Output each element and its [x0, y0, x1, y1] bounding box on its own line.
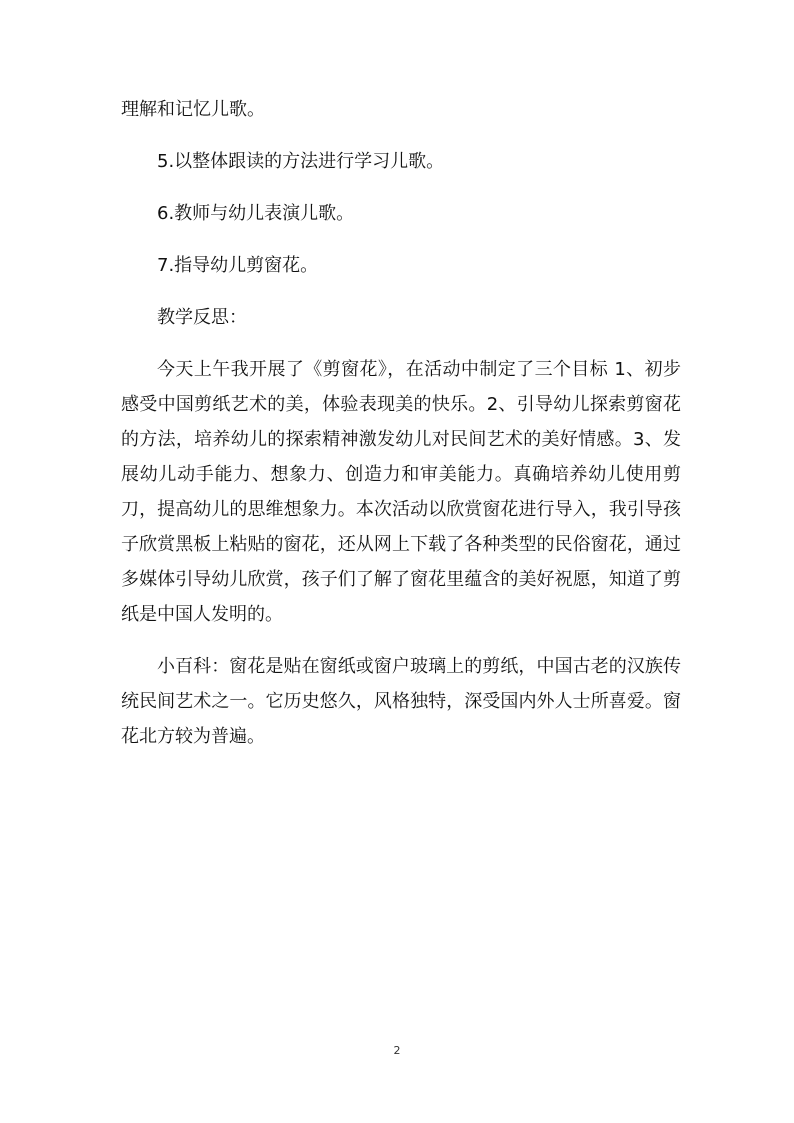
page-number: 2: [393, 1044, 401, 1057]
section-heading-reflection: 教学反思：: [157, 307, 247, 328]
paragraph-step-5: 5.以整体跟读的方法进行学习儿歌。: [157, 151, 445, 172]
paragraph-continuation: 理解和记忆儿歌。: [121, 99, 265, 120]
page-body: [121, 92, 681, 771]
paragraph-step-7: 7.指导幼儿剪窗花。: [157, 255, 319, 276]
paragraph-encyclopedia: 小百科：窗花是贴在窗纸或窗户玻璃上的剪纸，中国古老的汉族传统民间艺术之一。它历史悠久，风格独特，深受国内外人士所喜爱。窗花北方较为普遍。: [121, 656, 681, 747]
paragraph-step-6: 6.教师与幼儿表演儿歌。: [157, 203, 355, 224]
paragraph-reflection: 今天上午我开展了《剪窗花》，在活动中制定了三个目标 1、初步感受中国剪纸艺术的美，体验表现美的快乐。2、引导幼儿探索剪窗花的方法，培养幼儿的探索精神激发幼儿对民间艺术的美好情感。3、发展幼儿动手能力、想象力、创造力和审美能力。真确培养幼儿使用剪刀，提高幼儿的思维想象力。本次活动以欣赏窗花进行导入，我引导孩子欣赏黑板上粘贴的窗花，还从网上下载了各种类型的民俗窗花，通过多媒体引导幼儿欣赏，孩子们了解了窗花里蕴含的美好祝愿，知道了剪纸是中国人发明的。: [121, 359, 681, 625]
